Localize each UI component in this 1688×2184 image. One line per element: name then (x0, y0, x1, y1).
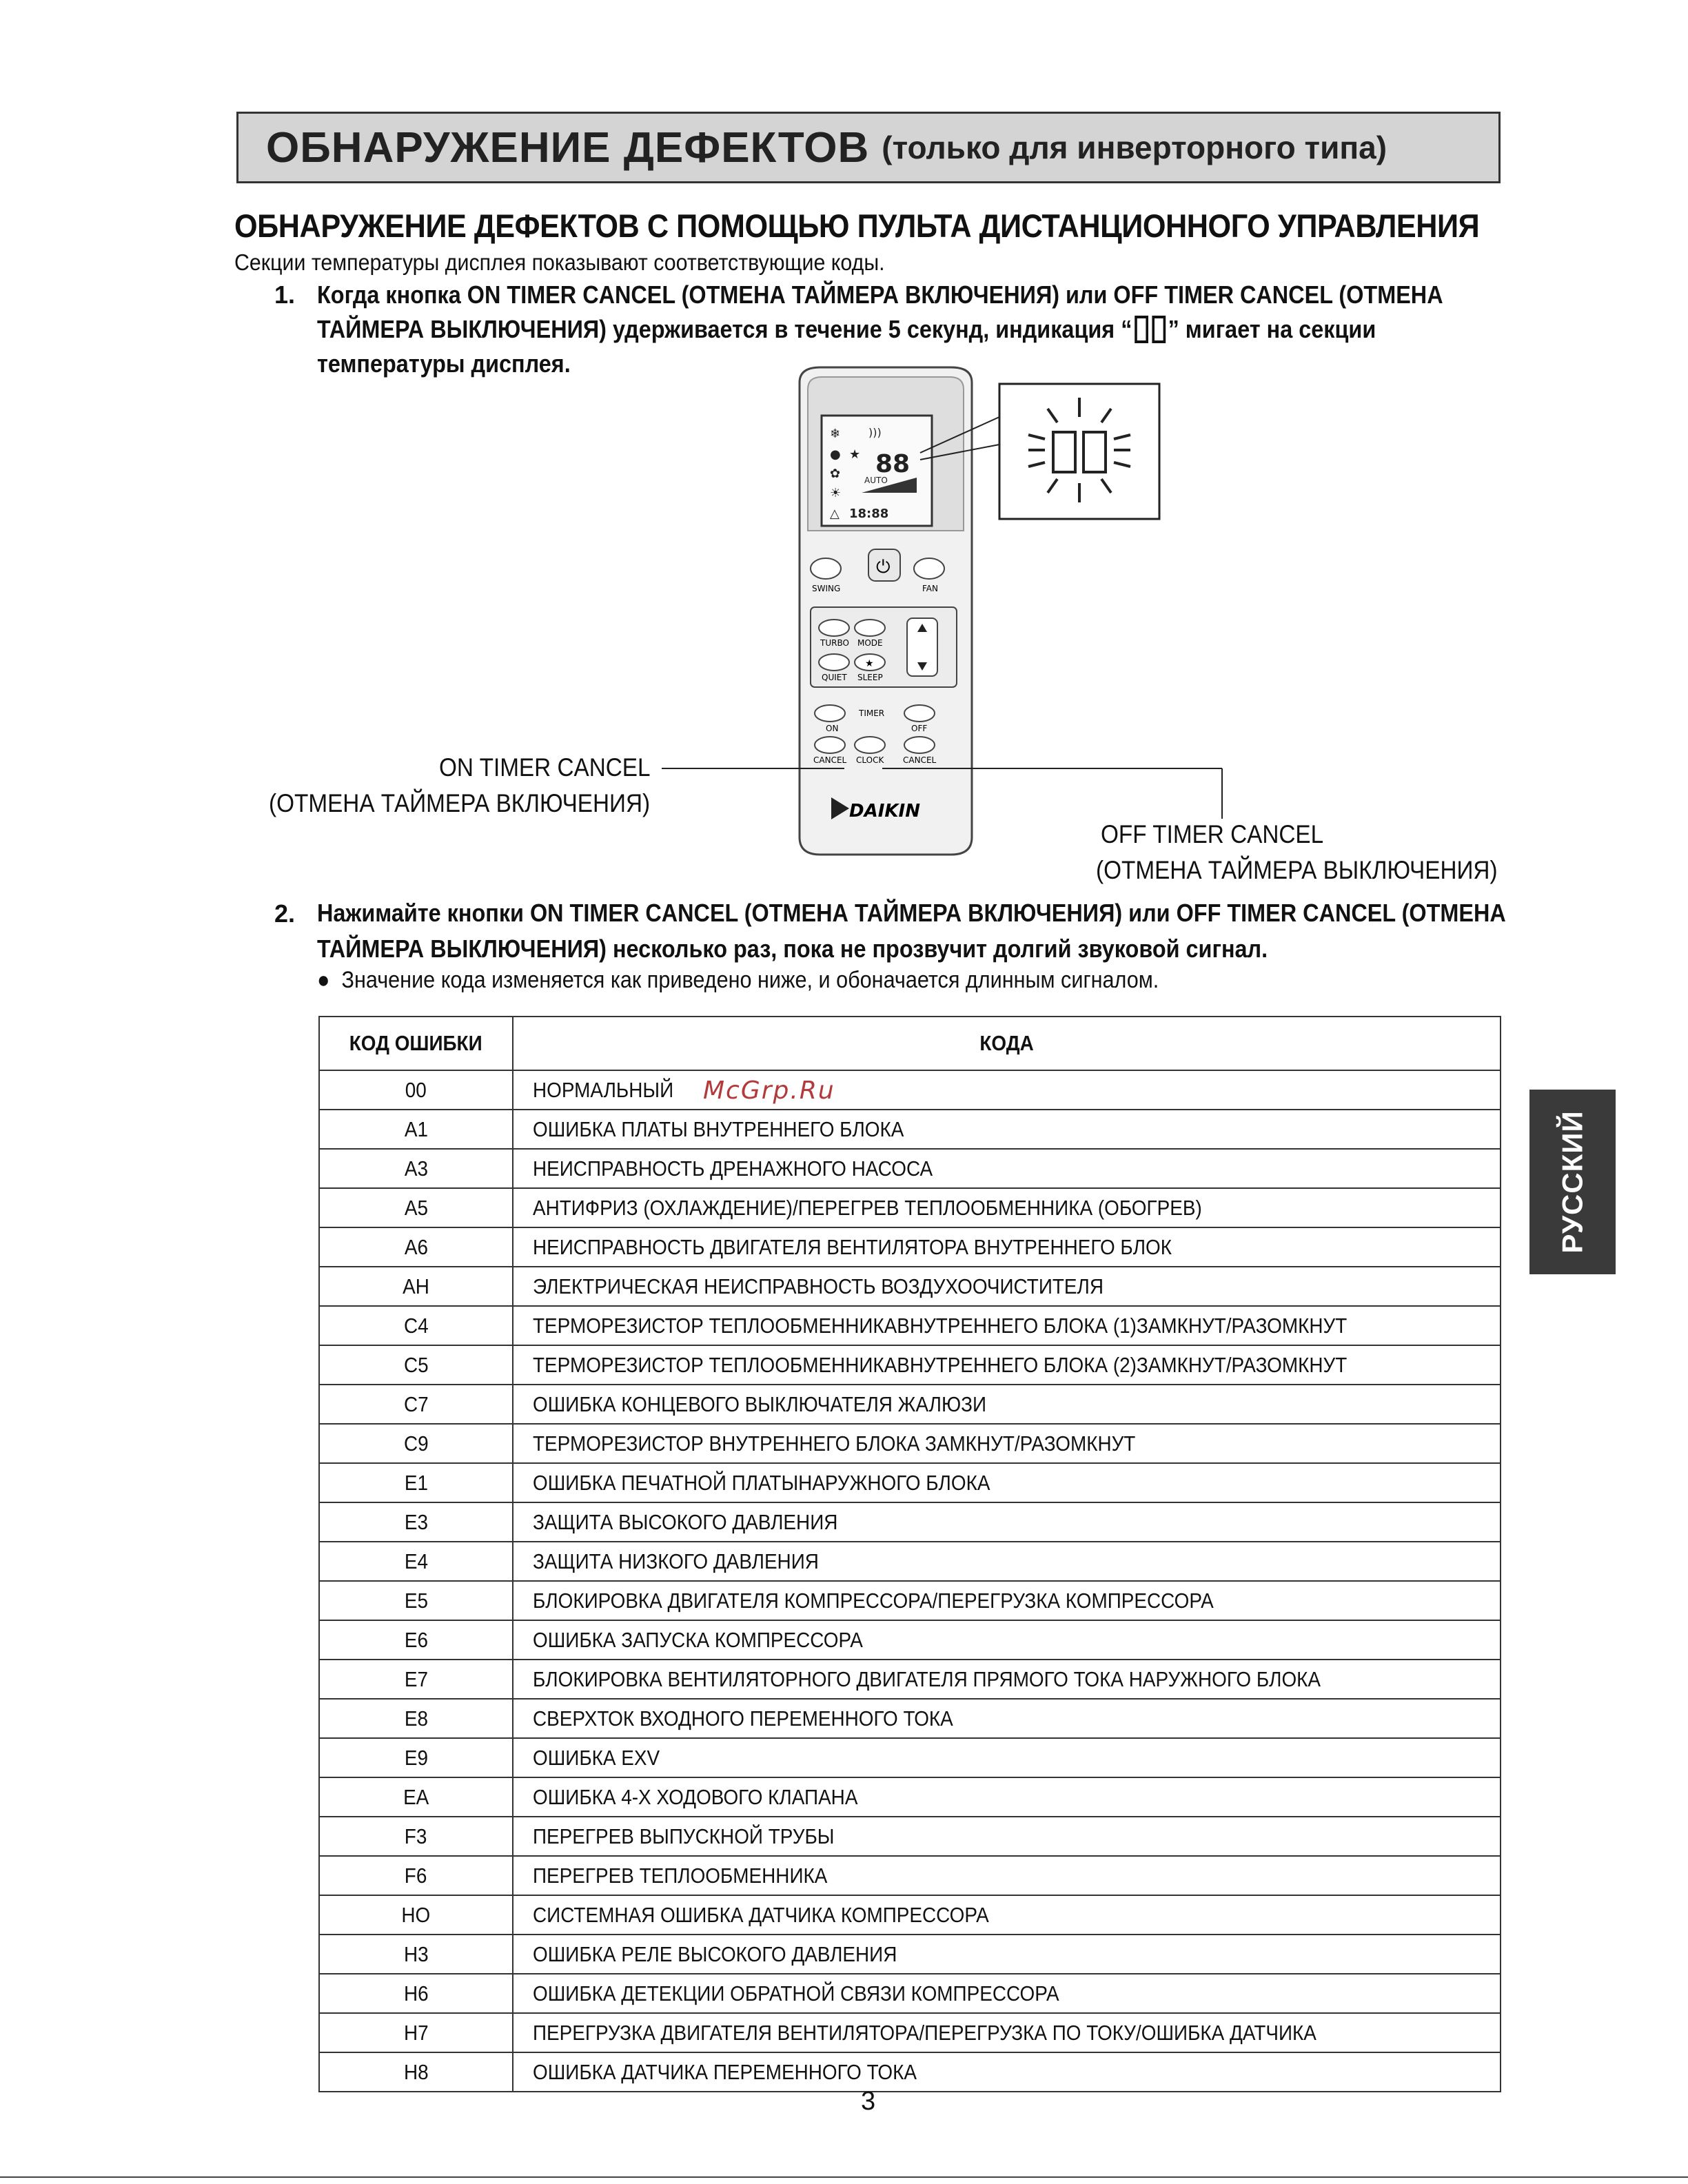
error-code-cell: C5 (319, 1345, 513, 1385)
timer-on-button (815, 705, 845, 722)
section-intro: Секции температуры дисплея показывают соответствующие коды. (234, 249, 885, 275)
table-row (319, 2052, 1501, 2092)
table-row (319, 1070, 1501, 1110)
error-code-cell: H8 (319, 2052, 513, 2092)
column-header-code: КОД ОШИБКИ (319, 1017, 513, 1070)
mode-label: MODE (857, 638, 883, 648)
error-description-cell: ПЕРЕГРЕВ ТЕПЛООБМЕННИКА (513, 1856, 1501, 1895)
watermark: McGrp.Ru (703, 1076, 835, 1105)
error-description-cell: ОШИБКА 4-Х ХОДОВОГО КЛАПАНА (513, 1777, 1501, 1817)
error-code-cell: A6 (319, 1227, 513, 1267)
step1-line2-a: ТАЙМЕРА ВЫКЛЮЧЕНИЯ) удерживается в течение 5 секунд, индикация “ (317, 315, 1132, 343)
table-row (319, 1699, 1501, 1738)
brand-label: DAIKIN (849, 801, 920, 821)
sleep-label: SLEEP (857, 673, 883, 682)
table-row (319, 1502, 1501, 1542)
table-row (319, 1817, 1501, 1856)
cancel-right-label: CANCEL (903, 755, 937, 765)
table-row (319, 1345, 1501, 1385)
error-code-cell: F6 (319, 1856, 513, 1895)
quiet-button (819, 654, 849, 671)
table-row (319, 1385, 1501, 1424)
page-title-box (236, 112, 1501, 183)
bottom-rule (0, 2176, 1688, 2178)
table-row (319, 1581, 1501, 1620)
error-code-cell: E3 (319, 1502, 513, 1542)
leader-lines (648, 744, 1241, 827)
step1-line3: температуры дисплея. (317, 349, 571, 378)
table-row (319, 2013, 1501, 2052)
language-tab (1529, 1090, 1616, 1274)
error-description-cell: ТЕРМОРЕЗИСТОР ВНУТРЕННЕГО БЛОКА ЗАМКНУТ/РАЗОМКНУТ (513, 1424, 1501, 1463)
table-row (319, 1660, 1501, 1699)
timer-label: TIMER (859, 708, 885, 718)
turbo-button (819, 620, 849, 636)
table-row (319, 1463, 1501, 1502)
error-description-cell: ОШИБКА ЗАПУСКА КОМПРЕССОРА (513, 1620, 1501, 1660)
error-description-cell: ОШИБКА ПЛАТЫ ВНУТРЕННЕГО БЛОКА (513, 1110, 1501, 1149)
page-subtitle: (только для инверторного типа) (882, 130, 1387, 165)
error-description-cell: НЕИСПРАВНОСТЬ ДРЕНАЖНОГО НАСОСА (513, 1149, 1501, 1188)
signal-icon: ))) (868, 426, 882, 439)
error-code-cell: E7 (319, 1660, 513, 1699)
error-description-cell: ЗАЩИТА НИЗКОГО ДАВЛЕНИЯ (513, 1542, 1501, 1581)
error-code-cell: E9 (319, 1738, 513, 1777)
timer-off-label: OFF (911, 724, 928, 733)
error-description-cell: ПЕРЕГРУЗКА ДВИГАТЕЛЯ ВЕНТИЛЯТОРА/ПЕРЕГРУЗКА ПО ТОКУ/ОШИБКА ДАТЧИКА (513, 2013, 1501, 2052)
timer-on-label: ON (826, 724, 839, 733)
language-tab-label: РУССКИЙ (1556, 1110, 1589, 1254)
table-row (319, 1777, 1501, 1817)
error-description-cell: НОРМАЛЬНЫЙ (513, 1070, 1501, 1110)
error-code-cell: H6 (319, 1974, 513, 2013)
error-description-cell: ОШИБКА ПЕЧАТНОЙ ПЛАТЫНАРУЖНОГО БЛОКА (513, 1463, 1501, 1502)
clock-label: CLOCK (856, 755, 884, 765)
error-code-cell: A1 (319, 1110, 513, 1149)
error-description-cell: БЛОКИРОВКА ВЕНТИЛЯТОРНОГО ДВИГАТЕЛЯ ПРЯМОГО ТОКА НАРУЖНОГО БЛОКА (513, 1660, 1501, 1699)
sun-icon: ☀ (830, 486, 842, 500)
step1-line1: Когда кнопка ON TIMER CANCEL (ОТМЕНА ТАЙМЕРА ВКЛЮЧЕНИЯ) или OFF TIMER CANCEL (ОТМЕНА (317, 280, 1443, 309)
off-timer-cancel-ru-label: (ОТМЕНА ТАЙМЕРА ВЫКЛЮЧЕНИЯ) (1096, 856, 1498, 884)
cancel-left-label: CANCEL (813, 755, 847, 765)
lcd-time: 18:88 (849, 507, 889, 521)
error-description-cell: ЗАЩИТА ВЫСОКОГО ДАВЛЕНИЯ (513, 1502, 1501, 1542)
swing-button (811, 558, 841, 579)
warning-icon: △ (830, 507, 840, 521)
error-description-cell: ОШИБКА РЕЛЕ ВЫСОКОГО ДАВЛЕНИЯ (513, 1935, 1501, 1974)
turbo-label: TURBO (820, 638, 849, 648)
error-code-cell: C4 (319, 1306, 513, 1345)
error-code-cell: E5 (319, 1581, 513, 1620)
error-description-cell: ОШИБКА ДАТЧИКА ПЕРЕМЕННОГО ТОКА (513, 2052, 1501, 2092)
table-row (319, 1895, 1501, 1935)
table-row (319, 1267, 1501, 1306)
error-description-cell: ПЕРЕГРЕВ ВЫПУСКНОЙ ТРУБЫ (513, 1817, 1501, 1856)
lcd-digits: 88 (875, 450, 911, 478)
error-description-cell: ТЕРМОРЕЗИСТОР ТЕПЛООБМЕННИКАВНУТРЕННЕГО БЛОКА (1)ЗАМКНУТ/РАЗОМКНУТ (513, 1306, 1501, 1345)
table-row (319, 1227, 1501, 1267)
lcd-auto: AUTO (864, 476, 888, 485)
step1-line2 (317, 312, 1376, 347)
page-title: ОБНАРУЖЕНИЕ ДЕФЕКТОВ (266, 123, 870, 172)
step2-line2: ТАЙМЕРА ВЫКЛЮЧЕНИЯ) несколько раз, пока не прозвучит долгий звуковой сигнал. (317, 935, 1268, 963)
step1-number: 1. (274, 280, 296, 309)
error-code-cell: HO (319, 1895, 513, 1935)
error-description-cell: ОШИБКА EXV (513, 1738, 1501, 1777)
error-code-cell: AH (319, 1267, 513, 1306)
error-code-cell: C9 (319, 1424, 513, 1463)
error-code-cell: E6 (319, 1620, 513, 1660)
error-description-cell: СИСТЕМНАЯ ОШИБКА ДАТЧИКА КОМПРЕССОРА (513, 1895, 1501, 1935)
on-timer-cancel-ru-label: (ОТМЕНА ТАЙМЕРА ВКЛЮЧЕНИЯ) (269, 789, 651, 817)
page-number: 3 (861, 2087, 876, 2116)
table-row (319, 1306, 1501, 1345)
swing-label: SWING (812, 584, 841, 593)
error-description-cell: ОШИБКА КОНЦЕВОГО ВЫКЛЮЧАТЕЛЯ ЖАЛЮЗИ (513, 1385, 1501, 1424)
blinking-digits-icon (1132, 314, 1168, 345)
section-heading: ОБНАРУЖЕНИЕ ДЕФЕКТОВ С ПОМОЩЬЮ ПУЛЬТА ДИСТАНЦИОННОГО УПРАВЛЕНИЯ (234, 207, 1480, 244)
error-code-cell: H3 (319, 1935, 513, 1974)
mode-button (855, 620, 885, 636)
power-icon: ⏻ (876, 557, 891, 578)
quiet-label: QUIET (822, 673, 847, 682)
error-description-cell: ОШИБКА ДЕТЕКЦИИ ОБРАТНОЙ СВЯЗИ КОМПРЕССОРА (513, 1974, 1501, 2013)
sleep-star-icon: ★ (865, 658, 874, 669)
error-code-cell: E1 (319, 1463, 513, 1502)
error-description-cell: АНТИФРИЗ (ОХЛАЖДЕНИЕ)/ПЕРЕГРЕВ ТЕПЛООБМЕННИКА (ОБОГРЕВ) (513, 1188, 1501, 1227)
error-code-cell: 00 (319, 1070, 513, 1110)
fan-button (914, 558, 944, 579)
table-row (319, 1935, 1501, 1974)
step1-line2-b: ” мигает на секции (1168, 315, 1376, 343)
off-timer-cancel-label: OFF TIMER CANCEL (1101, 820, 1324, 848)
error-code-cell: E4 (319, 1542, 513, 1581)
fan-small-icon: ✿ (830, 467, 841, 481)
fan-label: FAN (922, 584, 938, 593)
error-description-cell: СВЕРХТОК ВХОДНОГО ПЕРЕМЕННОГО ТОКА (513, 1699, 1501, 1738)
timer-off-button (904, 705, 935, 722)
table-row (319, 1149, 1501, 1188)
step2-bullet-text: Значение кода изменяется как приведено ниже, и обоначается длинным сигналом. (341, 967, 1159, 993)
drop-icon: ● (830, 447, 841, 462)
error-description-cell: НЕИСПРАВНОСТЬ ДВИГАТЕЛЯ ВЕНТИЛЯТОРА ВНУТРЕННЕГО БЛОК (513, 1227, 1501, 1267)
error-code-cell: H7 (319, 2013, 513, 2052)
error-description-cell: БЛОКИРОВКА ДВИГАТЕЛЯ КОМПРЕССОРА/ПЕРЕГРУЗКА КОМПРЕССОРА (513, 1581, 1501, 1620)
on-timer-cancel-label: ON TIMER CANCEL (439, 753, 651, 782)
table-header-row (319, 1017, 1501, 1070)
error-code-table (318, 1016, 1501, 2092)
table-row (319, 1188, 1501, 1227)
table-row (319, 1738, 1501, 1777)
column-header-desc: КОДА (513, 1017, 1501, 1070)
snowflake-icon: ❄ (830, 427, 841, 441)
step2-bullet: ● Значение кода изменяется как приведено ниже, и обоначается длинным сигналом. (317, 967, 1159, 993)
error-description-cell: ТЕРМОРЕЗИСТОР ТЕПЛООБМЕННИКАВНУТРЕННЕГО БЛОКА (2)ЗАМКНУТ/РАЗОМКНУТ (513, 1345, 1501, 1385)
error-code-cell: A3 (319, 1149, 513, 1188)
error-code-cell: EA (319, 1777, 513, 1817)
table-row (319, 1542, 1501, 1581)
table-row (319, 1620, 1501, 1660)
error-code-cell: E8 (319, 1699, 513, 1738)
table-row (319, 1110, 1501, 1149)
error-description-cell: ЭЛЕКТРИЧЕСКАЯ НЕИСПРАВНОСТЬ ВОЗДУХООЧИСТИТЕЛЯ (513, 1267, 1501, 1306)
table-row (319, 1856, 1501, 1895)
table-row (319, 1974, 1501, 2013)
star-icon: ★ (849, 447, 861, 462)
error-code-cell: F3 (319, 1817, 513, 1856)
error-code-cell: A5 (319, 1188, 513, 1227)
table-row (319, 1424, 1501, 1463)
step2-line1: Нажимайте кнопки ON TIMER CANCEL (ОТМЕНА ТАЙМЕРА ВКЛЮЧЕНИЯ) или OFF TIMER CANCEL (ОТМЕНА (317, 899, 1506, 927)
step2-number: 2. (274, 899, 296, 928)
error-code-cell: C7 (319, 1385, 513, 1424)
